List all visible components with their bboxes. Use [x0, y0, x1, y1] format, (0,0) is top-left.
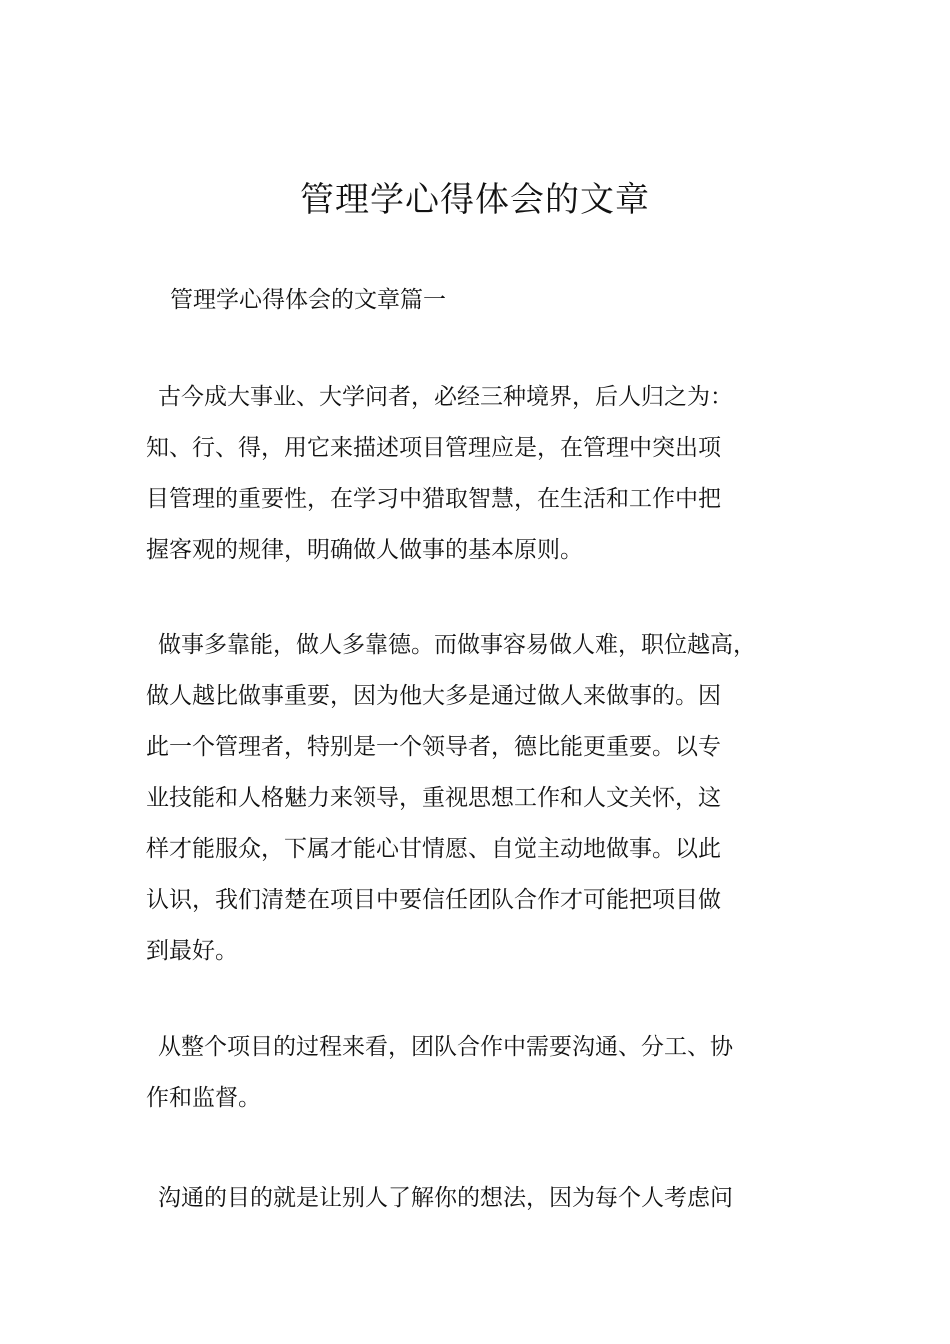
paragraph-4 — [146, 1173, 836, 1224]
paragraph-line: 从整个项目的过程来看，团队合作中需要沟通、分工、协 — [158, 1034, 733, 1060]
section-heading: 管理学心得体会的文章篇一 — [170, 287, 446, 313]
paragraph-1 — [146, 372, 836, 576]
paragraph-line: 样才能服众，下属才能心甘情愿、自觉主动地做事。以此 — [146, 836, 721, 862]
paragraph-line: 业技能和人格魅力来领导，重视思想工作和人文关怀，这 — [146, 785, 721, 811]
paragraph-line: 知、行、得，用它来描述项目管理应是，在管理中突出项 — [146, 435, 721, 461]
paragraph-line: 认识，我们清楚在项目中要信任团队合作才可能把项目做 — [146, 887, 721, 913]
paragraph-2 — [146, 620, 836, 977]
paragraph-line: 作和监督。 — [146, 1085, 261, 1111]
paragraph-line: 目管理的重要性，在学习中猎取智慧，在生活和工作中把 — [146, 486, 721, 512]
paragraph-line: 到最好。 — [146, 938, 238, 964]
paragraph-line: 古今成大事业、大学问者，必经三种境界，后人归之为： — [158, 384, 733, 410]
paragraph-line: 做人越比做事重要，因为他大多是通过做人来做事的。因 — [146, 683, 721, 709]
paragraph-3 — [146, 1022, 836, 1124]
paragraph-line: 此一个管理者，特别是一个领导者，德比能更重要。以专 — [146, 734, 721, 760]
paragraph-line: 沟通的目的就是让别人了解你的想法，因为每个人考虑问 — [158, 1185, 733, 1211]
document-title: 管理学心得体会的文章 — [300, 180, 650, 220]
paragraph-line: 做事多靠能，做人多靠德。而做事容易做人难，职位越高， — [158, 632, 756, 658]
paragraph-line: 握客观的规律，明确做人做事的基本原则。 — [146, 537, 583, 563]
